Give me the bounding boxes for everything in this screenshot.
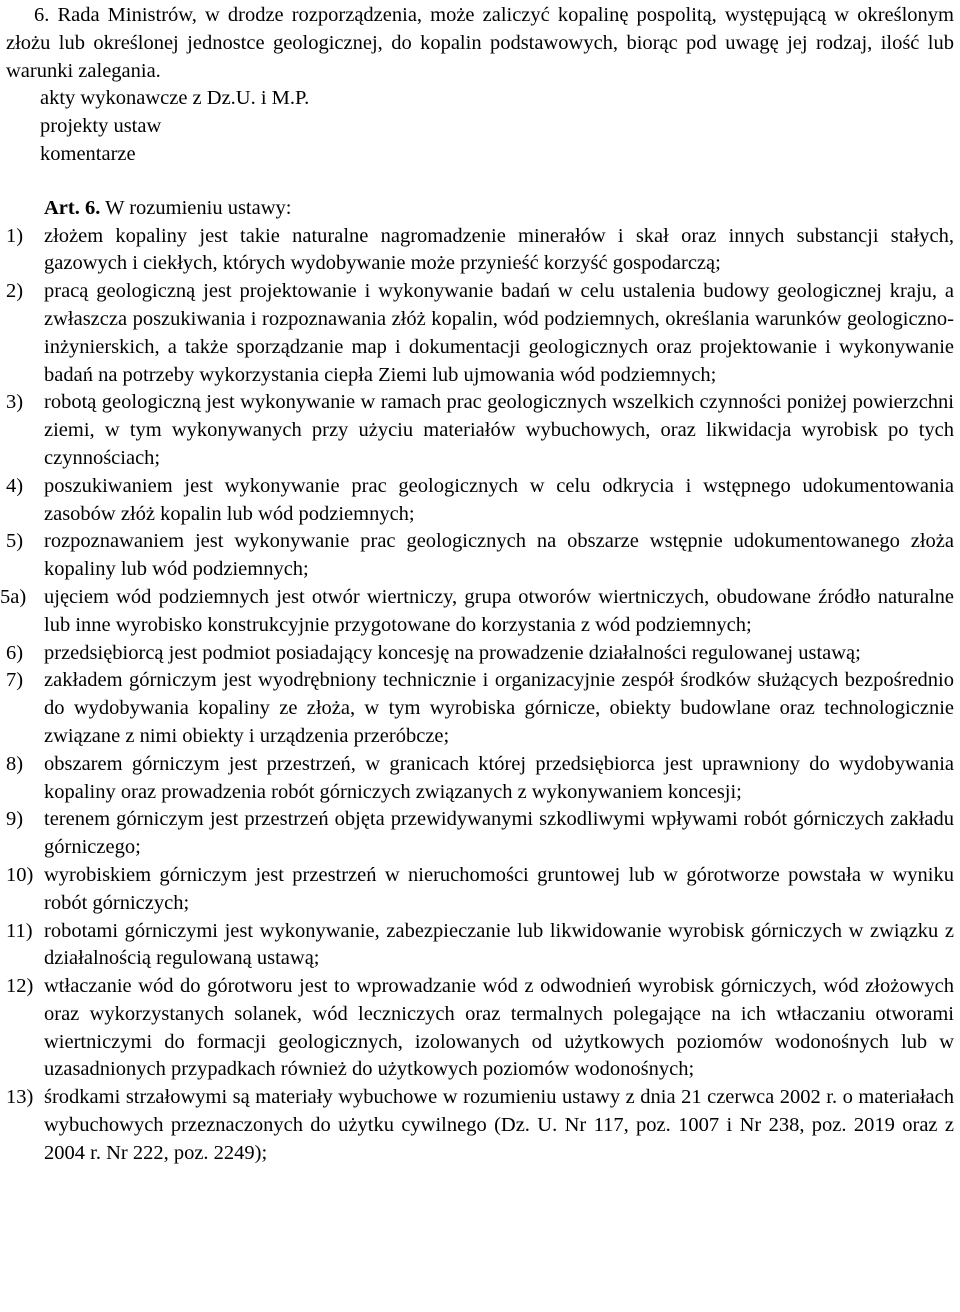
- item-number: 5): [6, 530, 24, 553]
- item-number: 5a): [0, 585, 27, 608]
- item-text: ujęciem wód podziemnych jest otwór wiertniczy, grupa otworów wiertniczych, obudowane źródło naturalne lub inne wyrobisko konstrukcyjnie przygotowane do korzystania z wód podziemnych;: [44, 585, 954, 636]
- item-text: pracą geologiczną jest projektowanie i wykonywanie badań w celu ustalenia budowy geologicznej kraju, a zwłaszcza poszukiwania i rozpoznawania złóż kopalin, wód podziemnych, określania warunków geologiczno-inżynierskich, a także sporządzanie map i dokumentacji geologicznych oraz projektowanie i wykonywanie badań na potrzeby wykorzystania ciepła Ziemi lub ujmowania wód podziemnych;: [44, 280, 954, 386]
- link-komentarze[interactable]: komentarze: [40, 142, 136, 165]
- link-projekty-ustaw[interactable]: projekty ustaw: [40, 115, 162, 138]
- item-text: rozpoznawaniem jest wykonywanie prac geologicznych na obszarze wstępnie udokumentowanego złoża kopaliny lub wód podziemnych;: [44, 530, 954, 581]
- list-item: [6, 973, 954, 1084]
- item-text: środkami strzałowymi są materiały wybuchowe w rozumieniu ustawy z dnia 21 czerwca 2002 r. o materiałach wybuchowych przeznaczonych do użytku cywilnego (Dz. U. Nr 117, poz. 1007 i Nr 238, poz. 2019 oraz z 2004 r. Nr 222, poz. 2249);: [44, 1086, 954, 1164]
- item-number: 1): [6, 224, 24, 247]
- list-item: [6, 1084, 954, 1167]
- item-number: 12): [6, 975, 34, 998]
- item-number: 10): [6, 863, 34, 886]
- list-item: [6, 473, 954, 529]
- list-item: [6, 751, 954, 807]
- list-item: [6, 918, 954, 974]
- list-item: [6, 223, 954, 279]
- item-text: robotami górniczymi jest wykonywanie, zabezpieczanie lub likwidowanie wyrobisk górniczych w związku z działalnością regulowaną ustawą;: [44, 919, 954, 970]
- item-text: robotą geologiczną jest wykonywanie w ramach prac geologicznych wszelkich czynności poniżej powierzchni ziemi, w tym wykonywanych przy użyciu materiałów wybuchowych, oraz likwidacja wyrobisk po tych czynnościach;: [44, 391, 954, 469]
- list-item: [6, 389, 954, 472]
- paragraph-6: 6. Rada Ministrów, w drodze rozporządzenia, może zaliczyć kopalinę pospolitą, występującą w określonym złożu lub określonej jednostce geologicznej, do kopalin podstawowych, biorąc pod uwagę jej rodzaj, ilość lub warunki zalegania.: [6, 4, 954, 82]
- list-item: [6, 862, 954, 918]
- item-text: obszarem górniczym jest przestrzeń, w granicach której przedsiębiorca jest uprawniony do wydobywania kopaliny oraz prowadzenia robót górniczych związanych z wykonywaniem koncesji;: [44, 752, 954, 803]
- item-text: przedsiębiorcą jest podmiot posiadający koncesję na prowadzenie działalności regulowanej ustawą;: [44, 641, 861, 664]
- list-item: [6, 667, 954, 750]
- list-item: [6, 278, 954, 389]
- item-text: poszukiwaniem jest wykonywanie prac geologicznych w celu odkrycia i wstępnego udokumentowania zasobów złóż kopalin lub wód podziemnych;: [44, 474, 954, 525]
- item-text: wtłaczanie wód do górotworu jest to wprowadzanie wód z odwodnień wyrobisk górniczych, wód złożowych oraz wykorzystanych solanek, wód leczniczych oraz termalnych polegające na ich wtłaczaniu otworami wiertniczymi do formacji geologicznych, izolowanych od użytkowych poziomów wodonośnych lub w uzasadnionych przypadkach również do użytkowych poziomów wodonośnych;: [44, 975, 954, 1081]
- item-number: 2): [6, 280, 24, 303]
- related-links: [40, 85, 954, 168]
- item-number: 6): [6, 641, 24, 664]
- item-text: złożem kopaliny jest takie naturalne nagromadzenie minerałów i skał oraz innych substancji stałych, gazowych i ciekłych, których wydobywanie może przynieść korzyść gospodarczą;: [44, 224, 954, 275]
- item-number: 11): [6, 919, 33, 942]
- link-akty-wykonawcze[interactable]: akty wykonawcze z Dz.U. i M.P.: [40, 87, 310, 110]
- article-label: Art. 6.: [44, 196, 101, 219]
- item-number: 4): [6, 474, 24, 497]
- item-text: terenem górniczym jest przestrzeń objęta przewidywanymi szkodliwymi wpływami robót górniczych zakładu górniczego;: [44, 808, 954, 859]
- list-item: [6, 528, 954, 584]
- list-item: [6, 806, 954, 862]
- definitions-list: [0, 223, 954, 1168]
- item-text: zakładem górniczym jest wyodrębniony technicznie i organizacyjnie zespół środków służących bezpośrednio do wydobywania kopaliny ze złoża, w tym wyrobiska górnicze, obiekty budowlane oraz technologicznie związane z nimi obiekty i urządzenia przeróbcze;: [44, 669, 954, 747]
- item-text: wyrobiskiem górniczym jest przestrzeń w nieruchomości gruntowej lub w górotworze powstała w wyniku robót górniczych;: [44, 863, 954, 914]
- item-number: 7): [6, 669, 24, 692]
- list-item: [6, 640, 954, 668]
- list-item: [0, 584, 954, 640]
- item-number: 8): [6, 752, 24, 775]
- item-number: 13): [6, 1086, 34, 1109]
- item-number: 9): [6, 808, 24, 831]
- article-lead: W rozumieniu ustawy:: [100, 196, 292, 219]
- article-6: [0, 195, 954, 1168]
- article-heading: [44, 195, 954, 223]
- item-number: 3): [6, 391, 24, 414]
